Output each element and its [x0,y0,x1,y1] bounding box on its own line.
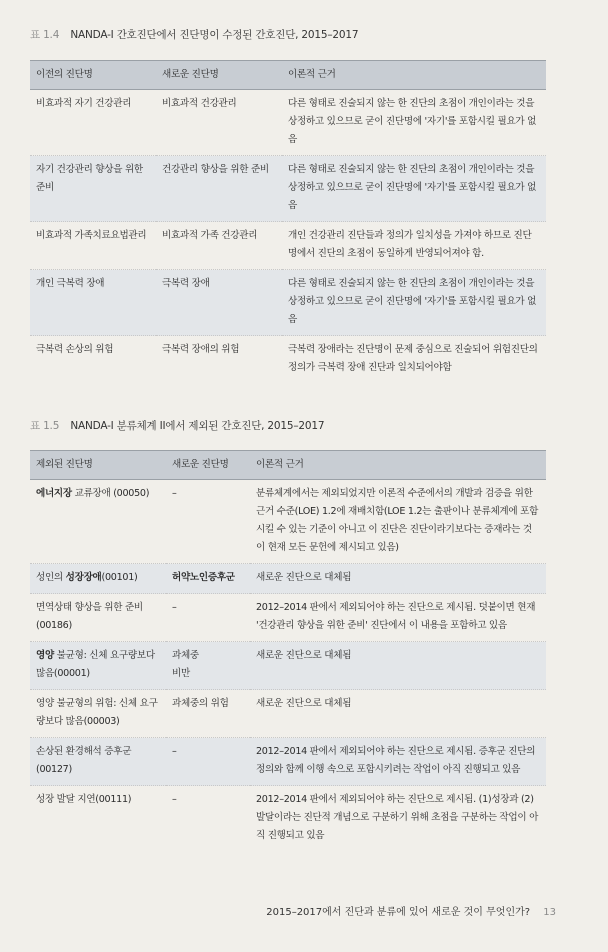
table-row [30,564,546,594]
removed-bold-part: 영양 [36,650,54,661]
footer-running-title: 2015–2017에서 진단과 분류에 있어 새로운 것이 무엇인가? [266,907,531,918]
table-cell-prev: 자기 건강관리 향상을 위한 준비 [30,156,156,222]
table-cell-reason: 2012–2014 판에서 제외되어야 하는 진단으로 제시됨. (1)성장과 (2)발달이라는 진단적 개념으로 구분하기 위해 초점을 구분하는 작업이 아직 진행되고 있음 [256,794,539,841]
removed-rest-part: (00101) [101,572,138,583]
table1-header-reason: 이론적 근거 [282,61,546,90]
table1 [30,60,546,383]
table-row [30,738,546,786]
table-cell-prev: 비효과적 자기 건강관리 [30,90,156,156]
table-row [30,156,546,222]
table2-caption [30,418,324,433]
table-row [30,270,546,336]
table-cell-removed: 손상된 환경해석 증후군 (00127) [30,738,166,786]
table-row [30,336,546,384]
table1-header-row [30,61,546,90]
table-cell-new: 극복력 장애의 위험 [162,344,240,355]
table-cell-reason: 새로운 진단으로 대체됨 [250,690,546,738]
table-cell-new: 과체중 비만 [166,642,250,690]
table-cell-new: – [166,738,250,786]
table-cell-reason: 2012–2014 판에서 제외되어야 하는 진단으로 제시됨. 덧붙이면 현재 '건강관리 향상을 위한 준비' 진단에서 이 내용을 포함하고 있음 [250,594,546,642]
table-cell-removed: 면역상태 향상을 위한 준비(00186) [30,594,166,642]
table-cell-new: 비효과적 가족 건강관리 [156,222,282,270]
table-cell-prev: 극복력 손상의 위험 [36,344,114,355]
page-number: 13 [543,907,556,918]
table-row [30,642,546,690]
table-cell-new: – [166,594,250,642]
table2-header-new: 새로운 진단명 [166,451,250,480]
table-row [30,90,546,156]
table-cell-new: 극복력 장애 [156,270,282,336]
table-row [30,690,546,738]
table-cell-removed [30,642,166,690]
table2 [30,450,546,851]
removed-bold-part: 성장장애 [65,572,102,583]
table2-header-reason: 이론적 근거 [250,451,546,480]
table-cell-removed: 영양 불균형의 위험: 신체 요구량보다 많음(00003) [30,690,166,738]
table-cell-prev: 비효과적 가족치료요법관리 [30,222,156,270]
table-cell-reason: 다른 형태로 진술되지 않는 한 진단의 초점이 개인이라는 것을 상정하고 있으므로 굳이 진단명에 '자기'를 포함시킬 필요가 없음 [282,270,546,336]
table-cell-reason: 분류체계에서는 제외되었지만 이론적 수준에서의 개발과 검증을 위한 근거 수준(LOE) 1.2에 재배치함(LOE 1.2는 출판이나 분류체계에 포함시킬 수 있는 기준이 아니고 이 진단은 진단이라기보다는 증재라는 것이 현재 모든 문헌에 제시되고 있음) [250,480,546,564]
table1-caption [30,27,358,42]
table-cell-reason: 극복력 장애라는 진단명이 문제 중심으로 진술되어 위험진단의 정의가 극복력 장애 진단과 일치되어야함 [288,344,538,373]
table2-title: NANDA-I 분류체계 II에서 제외된 간호진단, 2015–2017 [70,420,325,432]
table1-header-new: 새로운 진단명 [156,61,282,90]
removed-pre-part: 성인의 [36,572,66,583]
table-row [30,222,546,270]
table1-header-prev: 이전의 진단명 [30,61,156,90]
table-cell-reason: 개인 건강관리 진단들과 정의가 일치성을 가져야 하므로 진단명에서 진단의 초점이 동일하게 반영되어져야 함. [282,222,546,270]
removed-rest-part: 불균형: 신체 요구량보다 많음(00001) [36,650,155,679]
table-cell-reason: 새로운 진단으로 대체됨 [250,564,546,594]
table-cell-new: 허약노인증후군 [166,564,250,594]
removed-rest-part: 교류장애 (00050) [71,488,150,499]
table-cell-reason: 새로운 진단으로 대체됨 [250,642,546,690]
table1-label: 표 1.4 [30,29,60,41]
table-cell-removed: 성장 발달 지연(00111) [36,794,132,805]
page-footer [266,903,556,918]
table-cell-reason: 다른 형태로 진술되지 않는 한 진단의 초점이 개인이라는 것을 상정하고 있으므로 굳이 진단명에 '자기'를 포함시킬 필요가 없음 [282,90,546,156]
table-cell-removed [30,480,166,564]
table-cell-new: – [172,794,177,805]
table2-header-row [30,451,546,480]
table-row [30,786,546,852]
table2-header-removed: 제외된 진단명 [30,451,166,480]
table-cell-new: – [166,480,250,564]
table-row [30,594,546,642]
table1-title: NANDA-I 간호진단에서 진단명이 수정된 간호진단, 2015–2017 [70,29,359,41]
table-cell-new: 비효과적 건강관리 [156,90,282,156]
removed-bold-part: 에너지장 [36,488,72,499]
table-row [30,480,546,564]
table-cell-prev: 개인 극복력 장애 [30,270,156,336]
table-cell-reason: 2012–2014 판에서 제외되어야 하는 진단으로 제시됨. 증후군 진단의 정의와 함께 이행 속으로 포함시키려는 작업이 아직 진행되고 있음 [250,738,546,786]
table-cell-reason: 다른 형태로 진술되지 않는 한 진단의 초점이 개인이라는 것을 상정하고 있으므로 굳이 진단명에 '자기'를 포함시킬 필요가 없음 [282,156,546,222]
table-cell-new: 건강관리 향상을 위한 준비 [156,156,282,222]
table2-label: 표 1.5 [30,420,60,432]
table-cell-removed [30,564,166,594]
table-cell-new: 과체중의 위험 [166,690,250,738]
